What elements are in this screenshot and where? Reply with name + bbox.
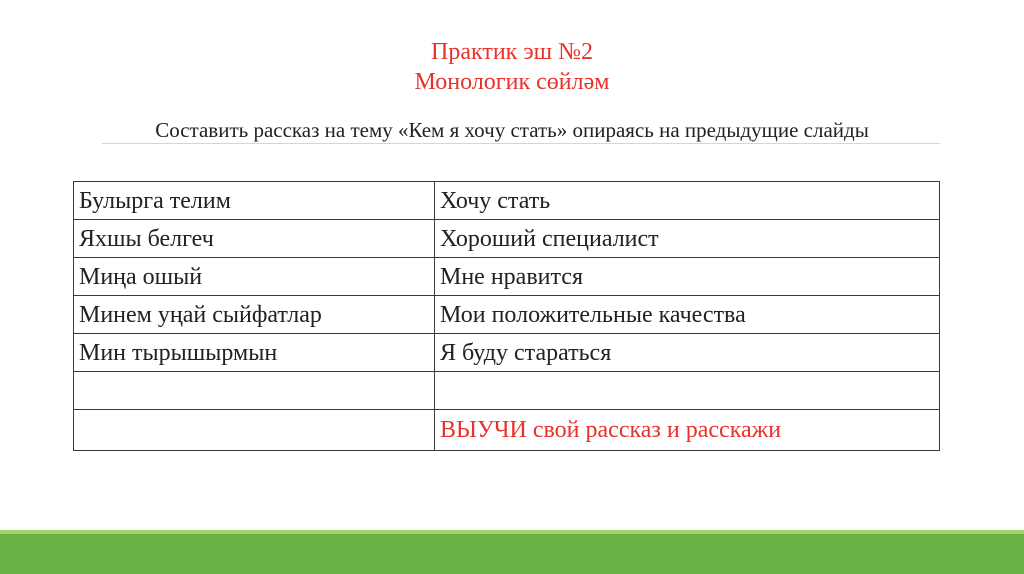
table-row	[74, 258, 940, 296]
homework-note-cell: ВЫУЧИ свой рассказ и расскажи	[435, 410, 940, 451]
tatar-cell: Минем уңай сыйфатлар	[74, 296, 435, 334]
slide-title-line2: Монологик сөйләм	[414, 69, 610, 95]
russian-cell: Мне нравится	[435, 258, 940, 296]
table-row	[74, 296, 940, 334]
footer-bar	[0, 534, 1024, 574]
tatar-cell: Яхшы белгеч	[74, 220, 435, 258]
table-row	[74, 220, 940, 258]
tatar-cell: Мин тырышырмын	[74, 334, 435, 372]
russian-cell	[435, 372, 940, 410]
russian-cell: Хочу стать	[435, 182, 940, 220]
russian-cell: Мои положительные качества	[435, 296, 940, 334]
table-row	[74, 334, 940, 372]
table-row	[74, 182, 940, 220]
tatar-cell	[74, 372, 435, 410]
tatar-cell: Булырга телим	[74, 182, 435, 220]
vocabulary-table	[73, 181, 940, 451]
tatar-cell: Миңа ошый	[74, 258, 435, 296]
slide-title-line1: Практик эш №2	[431, 39, 593, 65]
russian-cell: Я буду стараться	[435, 334, 940, 372]
russian-cell: Хороший специалист	[435, 220, 940, 258]
tatar-cell	[74, 410, 435, 451]
table-row	[74, 410, 940, 451]
task-underline	[102, 143, 940, 144]
task-instruction: Составить рассказ на тему «Кем я хочу стать» опираясь на предыдущие слайды	[155, 118, 869, 142]
table-row	[74, 372, 940, 410]
